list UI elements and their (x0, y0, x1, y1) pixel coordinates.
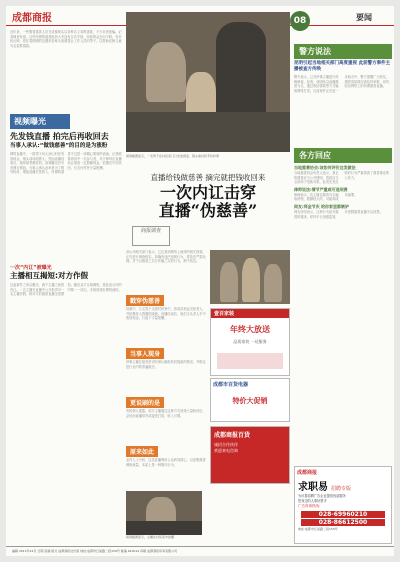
left-lower-kicker: 一次“内讧”被曝光 (10, 265, 52, 271)
center-right-photo (210, 250, 290, 304)
ad-job-line1: 为可靠招聘广告企业提供优质服务 (298, 494, 346, 498)
main-headline-line1: 直播给钱做慈善 摘完就把钱收回来 (150, 173, 266, 182)
center-sec2-body: 涉事主播在接受采访时承认确有收回钱款的情况，并称这是行业内的普遍做法。 (126, 360, 206, 369)
main-headline-line2: 一次内讧击穿 (159, 183, 256, 202)
ad-department (210, 426, 290, 484)
netizen-heading: 网友:拜金节庆 给你家里都嫉妒 (294, 203, 349, 209)
center-col-photo-caption: 视频截图显示，主播在村民家中拍摄 (126, 535, 175, 539)
ad-job-phone1: 028-69960210 (301, 511, 385, 518)
center-sec3-heading: 更说刷的是 (126, 397, 164, 408)
center-col-article (126, 250, 206, 540)
ad-department-brand: 成都商报百货 (214, 432, 251, 439)
ad-home-decor (210, 308, 290, 376)
center-sec4-body: 业内人士分析，这类直播利用公众的同情心，以虚假慈善博取流量，本质上是一种欺诈行为。 (126, 458, 206, 467)
center-top-photo-caption: 视频截图显示，一名男子在村民家门口发放现金，镜头前村民手持钞票 (126, 154, 220, 158)
police-statement (294, 44, 392, 146)
ad-job-phone2: 028-86612500 (301, 519, 385, 526)
ad-appliance-brand: 成都市百货电器 (213, 382, 249, 388)
left-lower-headline: 主播相互揭短:对方作假 (10, 271, 88, 280)
ad-home-decor-body: 品质家装 一站服务 (233, 339, 267, 344)
page-number-badge: 08 (290, 11, 310, 31)
ad-job-hotline-label: 广告咨询热线: (298, 504, 321, 508)
ad-department-line2: 欢迎来电咨询 (214, 448, 238, 453)
center-sec1-heading: 戳穿伪慈善 (126, 295, 164, 306)
center-col-photo (126, 491, 202, 535)
ad-job-tag: 招聘专版 (331, 486, 352, 492)
ad-job-title: 求职易 (298, 482, 328, 493)
newspaper-page (6, 6, 394, 556)
police-statement-bar: 警方说法 (294, 44, 392, 59)
ad-job-listing (294, 466, 392, 544)
responses-bar: 各方回应 (294, 148, 392, 163)
lawyer-body: 律师表示，若主播以慈善为名骗取财物，数额较大的，可能构成诈骗罪。 (294, 192, 358, 202)
section-label: 要闻 (356, 13, 372, 22)
left-lower-article (10, 264, 122, 544)
page-footer: 编辑 2013年12月 日期 投稿 版式 成都商报社出版 地址:成都市红星路二段159号 邮编 610012 印刷 成都商报印务有限公司 (6, 546, 394, 556)
responses-section (294, 148, 392, 326)
left-top-article (10, 30, 122, 112)
center-sec1-body: 视频中，几名男子走进村民家中，将成沓现金交给老人，并拍摄老人感激的画面。直播结束后，他们又从老人手中收回现金，只留下少量报酬。 (126, 307, 206, 321)
ad-appliance-headline: 特价大促销 (232, 397, 268, 405)
video-section-bar: 视频曝光 (10, 114, 70, 129)
responses-body: 当地慈善协会负责人表示，真正的慈善应当公开透明，善款应当全部用于受助对象。此类先发后收的行为严重损害了慈善事业的公信力。 (294, 171, 390, 185)
police-statement-headline: 昆明引起当地相关部门高度重视 此前警方事件主播被查方传唤 (294, 61, 391, 72)
center-col-body-a: 凉山州相关部门表示，已注意到网络上流传的相关视频，正在进行调查核实。如确有违法违规行为，将依法严肃处理。对于以慈善之名行诈骗之实的行为，绝不姑息。 (126, 250, 206, 264)
masthead-logo: 成都商报 (12, 13, 52, 24)
lawyer-heading: 律师说法:情节严重或可追刑责 (294, 186, 348, 192)
video-section-headline: 先发钱直播 拍完后再收回去 (10, 132, 109, 141)
police-statement-body: 警方表示，已对涉事主播进行传唤调查。经查，该团伙以直播慈善为名，通过收回善款等方式骗取网络打赏。目前案件正在进一步侦办中。警方提醒广大网友，遇到类似情况请及时举报，切勿轻信网络上的所谓慈善直播。 (294, 75, 390, 93)
ad-home-decor-headline: 年终大放送 (230, 325, 270, 334)
left-top-body: 近年来，一些假冒慈善人员在成都街头以各种名义募集善款，不少市民被骗。记者调查发现，这些所谓的慈善组织大多没有合法手续，所募资金去向不明。有市民反映，曾在春熙路附近遇到自称为某慈善会工作人员的男子，以帮助贫困儿童为名索要捐款。 (10, 30, 122, 48)
video-section-body: 网络直播中，一群男子向大凉山村民发放现金，镜头前场面感人。然而直播结束后，钱却被悉数收回。视频曝光后引发网友愤怒。当事人承认此举是为了吸引粉丝、增加直播打赏收入，所谓的慈善不过是一场精心策划的表演。记者联系到其中一名参与者，对方称每次直播前会准备一定数额现金，拍摄完毕后收回，仅支付村民少量报酬。 (10, 152, 122, 175)
main-headline-block (126, 172, 290, 220)
center-sec4-heading: 原来如此 (126, 446, 158, 457)
left-lower-body: 这起事件之所以曝光，源于主播之间的内讧。一名主播在直播中公开指责另一名主播作假，称对方的慈善直播全是摆拍。随后双方互相揭短，将此前合作的内幕一一抖出，多段视频在网络流传。 (10, 283, 122, 297)
ad-job-line2: 您身边的人事好帮手 (298, 499, 327, 503)
ad-job-address: 地址:成都市红星路二段159号 (298, 527, 338, 531)
video-section (10, 114, 122, 264)
main-headline-line3: 直播“伪慈善” (158, 201, 258, 220)
center-top-photo (126, 12, 290, 152)
ad-department-line1: 诚招合作伙伴 (214, 442, 238, 447)
ad-appliance (210, 378, 290, 422)
center-sec3-body: 有知情人透露，部分主播通过这种方式获得大量粉丝后，会转而直播带货或接受打赏，收入可观。 (126, 409, 206, 418)
center-sec2-heading: 当事人现身 (126, 348, 164, 359)
investigation-stamp: 商报调查 (132, 226, 170, 246)
ad-home-decor-brand: 壹百家装 (211, 309, 289, 318)
video-section-subhead: 当事人承认:“做钱慈善”的目的是为涨粉 (10, 143, 108, 149)
netizen-body: 网友纷纷表示，这种行为是对慈善的亵渎，呼吁平台加强监管，对虚假慈善直播予以封禁。 (294, 209, 383, 219)
responses-headline: 当地慈善协会:该如何评价这类做法 (294, 165, 356, 170)
ad-job-brand: 成都商报 (297, 470, 318, 476)
